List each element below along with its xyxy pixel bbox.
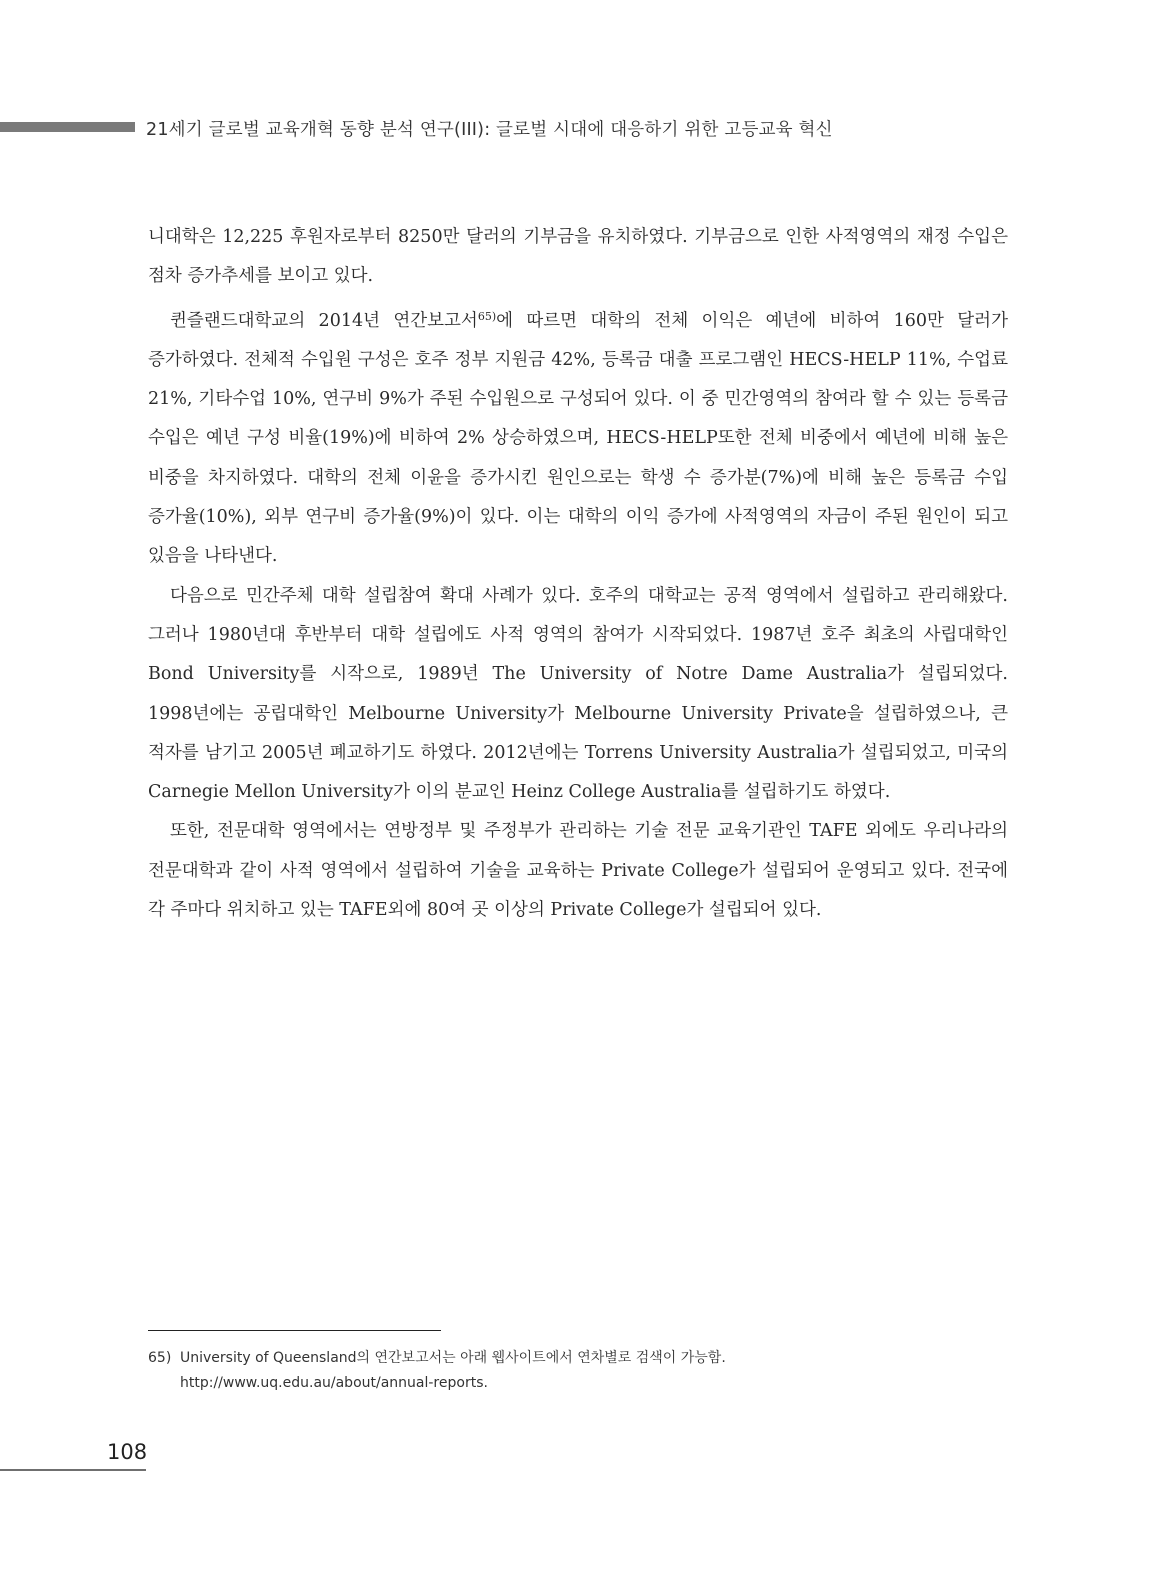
footnote-reference-65[interactable]: 65) (477, 309, 497, 323)
footnote-divider (148, 1330, 441, 1331)
footnote-number: 65) (148, 1350, 172, 1366)
footnote-65 (148, 1346, 726, 1396)
page-number: 108 (107, 1440, 148, 1464)
footnote-url[interactable]: http://www.uq.edu.au/about/annual-reports. (180, 1375, 488, 1391)
paragraph-2-text-start: 퀸즐랜드대학교의 2014년 연간보고서 (170, 310, 478, 331)
body-text (148, 218, 1008, 930)
page-number-rule (0, 1469, 146, 1471)
header-accent-bar (0, 122, 135, 132)
running-header-title: 21세기 글로벌 교육개혁 동향 분석 연구(III): 글로벌 시대에 대응하기 위한 고등교육 혁신 (146, 120, 833, 140)
paragraph-2-text-end: 에 따르면 대학의 전체 이익은 예년에 비하여 160만 달러가 증가하였다. 전체적 수입원 구성은 호주 정부 지원금 42%, 등록금 대출 프로그램인 HECS-HELP 11%, 수업료 21%, 기타수업 10%, 연구비 9%가 주된 수입원으로 구성되어 있다. 이 중 민간영역의 참여라 할 수 있는 등록금 수입은 예년 구성 비율(19%)에 비하여 2% 상승하였으며, HECS-HELP또한 전체 비중에서 예년에 비해 높은 비중을 차지하였다. 대학의 전체 이윤을 증가시킨 원인으로는 학생 수 증가분(7%)에 비해 높은 등록금 수입 증가율(10%), 외부 연구비 증가율(9%)이 있다. 이는 대학의 이익 증가에 사적영역의 자금이 주된 원인이 되고 있음을 나타낸다. (148, 310, 1008, 567)
footnote-text: University of Queensland의 연간보고서는 아래 웹사이트에서 연차별로 검색이 가능함. (180, 1350, 726, 1366)
paragraph-4: 또한, 전문대학 영역에서는 연방정부 및 주정부가 관리하는 기술 전문 교육기관인 TAFE 외에도 우리나라의 전문대학과 같이 사적 영역에서 설립하여 기술을 교육하는 Private College가 설립되어 운영되고 있다. 전국에 각 주마다 위치하고 있는 TAFE외에 80여 곳 이상의 Private College가 설립되어 있다. (148, 821, 1008, 921)
paragraph-2 (148, 297, 1008, 577)
paragraph-1: 니대학은 12,225 후원자로부터 8250만 달러의 기부금을 유치하였다. 기부금으로 인한 사적영역의 재정 수입은 점차 증가추세를 보이고 있다. (148, 227, 1008, 287)
paragraph-3: 다음으로 민간주체 대학 설립참여 확대 사례가 있다. 호주의 대학교는 공적 영역에서 설립하고 관리해왔다. 그러나 1980년대 후반부터 대학 설립에도 사적 영역의 참여가 시작되었다. 1987년 호주 최초의 사립대학인 Bond University를 시작으로, 1989년 The University of Notre Dame Australia가 설립되었다. 1998년에는 공립대학인 Melbourne University가 Melbourne University Private을 설립하였으나, 큰 적자를 남기고 2005년 폐교하기도 하였다. 2012년에는 Torrens University Australia가 설립되었고, 미국의 Carnegie Mellon University가 이의 분교인 Heinz College Australia를 설립하기도 하였다. (148, 585, 1008, 803)
